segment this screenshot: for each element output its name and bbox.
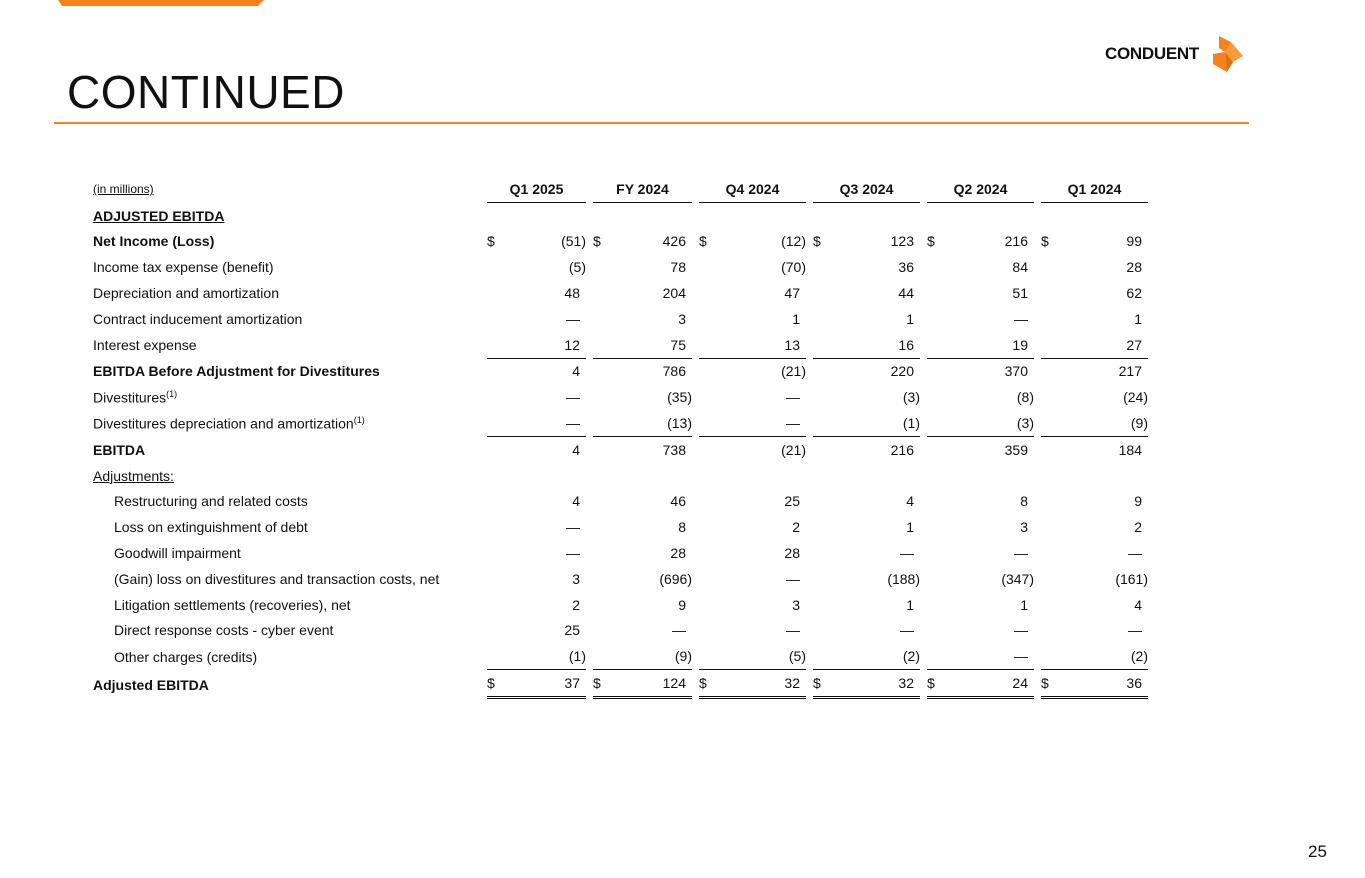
cell-value: — <box>566 389 580 406</box>
table-row <box>88 229 1148 255</box>
cell-value: — <box>900 622 914 639</box>
currency-symbol: $ <box>813 233 821 250</box>
cell-value <box>609 463 692 489</box>
cell-value: 786 <box>662 363 686 380</box>
cell-value: (21) <box>781 363 806 380</box>
cell-value: 216 <box>890 441 914 458</box>
row-label: Divestitures depreciation and amortization <box>93 415 354 432</box>
cell-value: (2) <box>829 643 920 670</box>
cell-value: (13) <box>609 410 692 437</box>
cell-value: (9) <box>609 643 692 670</box>
cell-value: 28 <box>1126 259 1142 276</box>
cell-value: 46 <box>670 493 686 510</box>
col-header-q3-2024: Q3 2024 <box>813 176 920 203</box>
table-row <box>88 359 1148 385</box>
cell-value: — <box>786 622 800 639</box>
col-header-q1-2024: Q1 2024 <box>1041 176 1148 203</box>
cell-value: (161) <box>1115 570 1148 587</box>
cell-value: (5) <box>568 259 586 276</box>
cell-value: 19 <box>943 332 1034 359</box>
header-row <box>88 176 1148 203</box>
cell-value: 1 <box>792 310 800 327</box>
footnote-marker: (1) <box>353 415 365 426</box>
cell-value: 32 <box>829 670 920 699</box>
cell-value: 75 <box>609 332 692 359</box>
table-row <box>88 489 1148 515</box>
cell-value: 3 <box>792 596 800 613</box>
cell-value <box>829 463 920 489</box>
cell-value: 36 <box>1057 670 1148 699</box>
cell-value: 48 <box>564 285 580 302</box>
cell-value <box>715 463 806 489</box>
currency-symbol: $ <box>487 233 495 250</box>
row-label: Adjustments: <box>93 467 174 484</box>
cell-value: 9 <box>678 596 686 613</box>
cell-value: — <box>566 545 580 562</box>
cell-value: 123 <box>890 233 914 250</box>
top-accent-tab <box>58 0 264 6</box>
table-row <box>88 618 1148 644</box>
row-label: Direct response costs - cyber event <box>114 622 334 639</box>
row-label: EBITDA <box>93 441 146 458</box>
table-row <box>88 280 1148 306</box>
table-row <box>88 643 1148 670</box>
cell-value: (51) <box>561 233 586 250</box>
cell-value: 359 <box>1004 441 1028 458</box>
cell-value: 36 <box>898 259 914 276</box>
cell-value: 1 <box>1020 596 1028 613</box>
cell-value: 99 <box>1126 233 1142 250</box>
cell-value: 3 <box>1020 519 1028 536</box>
conduent-mark-icon <box>1205 34 1245 74</box>
row-label: Net Income (Loss) <box>93 233 215 250</box>
cell-value: 3 <box>678 310 686 327</box>
cell-value: 2 <box>792 519 800 536</box>
currency-symbol: $ <box>1041 675 1049 692</box>
cell-value: 25 <box>784 493 800 510</box>
cell-value: 124 <box>609 670 692 699</box>
cell-value: 184 <box>1118 441 1142 458</box>
table-row <box>88 410 1148 437</box>
title-underline <box>54 122 1249 124</box>
cell-value <box>503 463 586 489</box>
row-label: Adjusted EBITDA <box>93 676 209 693</box>
currency-symbol: $ <box>813 675 821 692</box>
row-label: Loss on extinguishment of debt <box>114 519 308 536</box>
cell-value: 4 <box>1134 596 1142 613</box>
cell-value: (3) <box>902 389 920 406</box>
row-label: Income tax expense (benefit) <box>93 259 274 276</box>
cell-value: 32 <box>715 670 806 699</box>
row-label: Goodwill impairment <box>114 545 241 562</box>
brand-logo <box>1105 34 1245 74</box>
cell-value: — <box>715 410 806 437</box>
cell-value: — <box>1014 545 1028 562</box>
cell-value: (12) <box>781 233 806 250</box>
col-header-q1-2025: Q1 2025 <box>487 176 586 203</box>
table-row <box>88 254 1148 280</box>
col-header-fy-2024: FY 2024 <box>593 176 692 203</box>
cell-value: 204 <box>662 285 686 302</box>
cell-value: 16 <box>829 332 920 359</box>
cell-value: 9 <box>1134 493 1142 510</box>
cell-value: — <box>672 622 686 639</box>
cell-value: (696) <box>659 570 692 587</box>
table-row <box>88 437 1148 463</box>
cell-value: 4 <box>572 493 580 510</box>
cell-value: 370 <box>1004 363 1028 380</box>
cell-value: — <box>1014 310 1028 327</box>
currency-symbol: $ <box>593 675 601 692</box>
cell-value: — <box>786 570 800 587</box>
cell-value: (35) <box>667 389 692 406</box>
currency-symbol: $ <box>593 233 601 250</box>
currency-symbol: $ <box>1041 233 1049 250</box>
row-label: EBITDA Before Adjustment for Divestitures <box>93 363 380 380</box>
currency-symbol: $ <box>927 233 935 250</box>
cell-value: — <box>503 410 586 437</box>
currency-symbol: $ <box>927 675 935 692</box>
cell-value: (3) <box>943 410 1034 437</box>
cell-value: — <box>943 643 1034 670</box>
cell-value: 28 <box>670 545 686 562</box>
cell-value: 1 <box>906 519 914 536</box>
cell-value: (24) <box>1123 389 1148 406</box>
col-header-q4-2024: Q4 2024 <box>699 176 806 203</box>
table-row <box>88 463 1148 489</box>
cell-value: (2) <box>1057 643 1148 670</box>
row-label: Depreciation and amortization <box>93 285 279 302</box>
table-row <box>88 384 1148 410</box>
cell-value: (21) <box>781 441 806 458</box>
cell-value: 1 <box>906 596 914 613</box>
cell-value: 4 <box>906 493 914 510</box>
currency-symbol: $ <box>699 675 707 692</box>
cell-value: 3 <box>572 570 580 587</box>
section-title: ADJUSTED EBITDA <box>93 207 225 224</box>
section-title-row <box>88 203 1148 229</box>
cell-value: 47 <box>784 285 800 302</box>
cell-value: 217 <box>1118 363 1142 380</box>
cell-value: 4 <box>572 441 580 458</box>
cell-value: — <box>566 310 580 327</box>
cell-value: 4 <box>572 363 580 380</box>
cell-value: 78 <box>670 259 686 276</box>
cell-value: (5) <box>715 643 806 670</box>
cell-value: 44 <box>898 285 914 302</box>
cell-value: (8) <box>1016 389 1034 406</box>
footnote-marker: (1) <box>166 388 178 399</box>
cell-value: — <box>566 519 580 536</box>
currency-symbol: $ <box>699 233 707 250</box>
cell-value: 1 <box>1134 310 1142 327</box>
cell-value: — <box>1128 545 1142 562</box>
adjusted-ebitda-table <box>88 176 1148 699</box>
cell-value: (347) <box>1001 570 1034 587</box>
cell-value: 426 <box>662 233 686 250</box>
cell-value: 27 <box>1057 332 1148 359</box>
cell-value: (1) <box>829 410 920 437</box>
cell-value: 25 <box>564 622 580 639</box>
table-row <box>88 540 1148 566</box>
row-label: Restructuring and related costs <box>114 493 308 510</box>
cell-value: 12 <box>503 332 586 359</box>
cell-value: 51 <box>1012 285 1028 302</box>
table-row <box>88 592 1148 618</box>
cell-value: 2 <box>572 596 580 613</box>
table-row <box>88 514 1148 540</box>
cell-value: (188) <box>887 570 920 587</box>
table-row <box>88 566 1148 592</box>
cell-value: 2 <box>1134 519 1142 536</box>
slide-title: CONTINUED <box>67 66 345 118</box>
row-label: Contract inducement amortization <box>93 310 303 327</box>
cell-value: — <box>900 545 914 562</box>
cell-value: 24 <box>943 670 1034 699</box>
cell-value: 8 <box>1020 493 1028 510</box>
row-label: Litigation settlements (recoveries), net <box>114 596 351 613</box>
cell-value: — <box>1014 622 1028 639</box>
page-number: 25 <box>1308 842 1327 861</box>
row-label: Interest expense <box>93 337 197 354</box>
currency-symbol: $ <box>487 675 495 692</box>
cell-value: (70) <box>781 259 806 276</box>
table-row <box>88 332 1148 359</box>
cell-value: 738 <box>662 441 686 458</box>
cell-value: 13 <box>715 332 806 359</box>
cell-value: 220 <box>890 363 914 380</box>
table-row <box>88 670 1148 699</box>
brand-name: CONDUENT <box>1105 44 1199 63</box>
units-label: (in millions) <box>93 182 154 197</box>
cell-value: (1) <box>503 643 586 670</box>
cell-value: 84 <box>1012 259 1028 276</box>
row-label: Other charges (credits) <box>114 648 258 665</box>
cell-value <box>1057 463 1148 489</box>
cell-value: 62 <box>1126 285 1142 302</box>
cell-value: — <box>1128 622 1142 639</box>
cell-value: 216 <box>1004 233 1028 250</box>
cell-value: 1 <box>906 310 914 327</box>
cell-value <box>943 463 1034 489</box>
row-label: (Gain) loss on divestitures and transaction costs, net <box>114 570 440 587</box>
cell-value: 28 <box>784 545 800 562</box>
col-header-q2-2024: Q2 2024 <box>927 176 1034 203</box>
row-label: Divestitures <box>93 389 167 406</box>
table-row <box>88 306 1148 332</box>
cell-value: 8 <box>678 519 686 536</box>
cell-value: 37 <box>503 670 586 699</box>
cell-value: — <box>786 389 800 406</box>
cell-value: (9) <box>1057 410 1148 437</box>
